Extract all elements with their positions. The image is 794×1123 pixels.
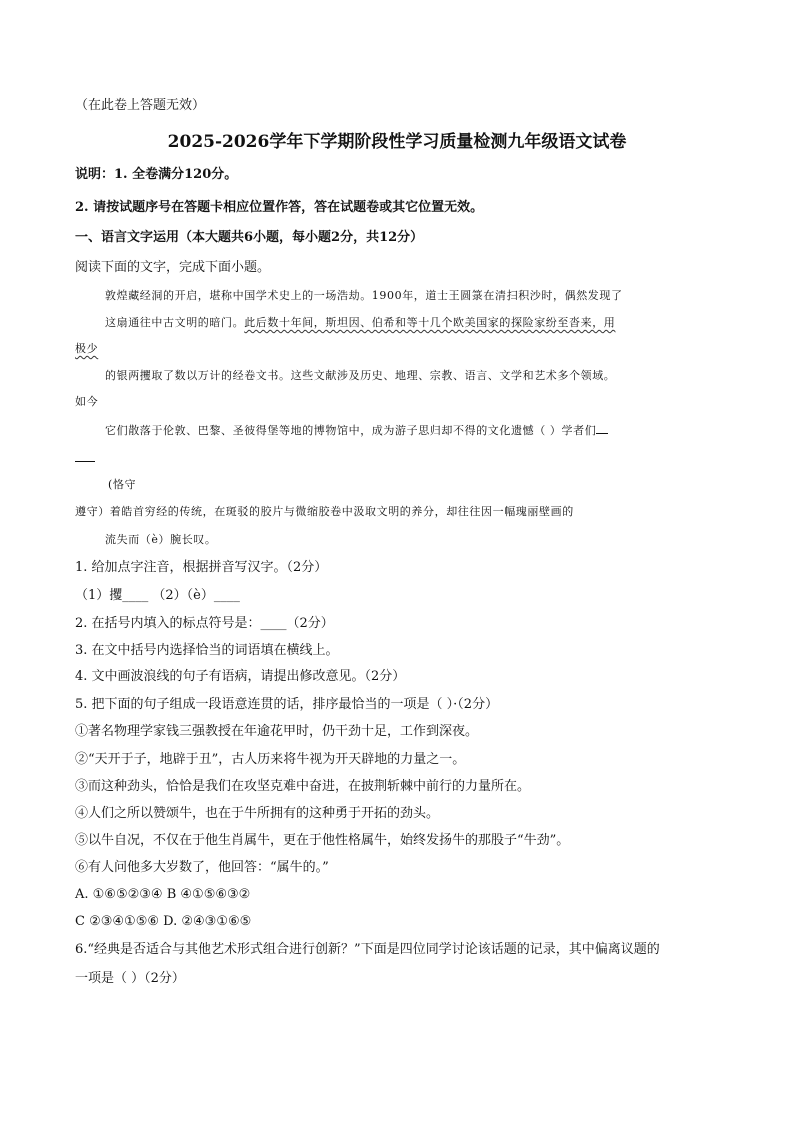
sentence-4: ④人们之所以赞颂牛，也在于牛所拥有的这种勇于开拓的劲头。 <box>75 806 440 821</box>
sentence-3: ③而这种劲头，恰恰是我们在攻坚克难中奋进，在披荆斩棘中前行的力量所在。 <box>75 779 531 794</box>
question-6: 6.“经典是否适合与其他艺术形式组合进行创新？”下面是四位同学讨论该话题的记录，其中偏离议题的 <box>75 942 660 957</box>
question-1: 1. 给加点字注音，根据拼音写汉字。（2分） <box>75 560 328 575</box>
passage-segment: 这扇通往中古文明的暗门。 <box>105 316 245 329</box>
passage-segment: 它们散落于伦敦、巴黎、圣彼得堡等地的博物馆中，成为游子思归却不得的文化遗憾（ ）学者们 <box>105 424 597 437</box>
passage-line: 的银两攫取了数以万计的经卷文书。这些文献涉及历史、地理、宗教、语言、文学和艺术多个领域。 <box>105 369 616 382</box>
question-1-subitems: （1）攫____ （2）（è）____ <box>75 588 240 603</box>
sentence-6: ⑥有人问他多大岁数了，他回答：“属牛的。” <box>75 860 329 875</box>
answer-blank <box>75 461 95 462</box>
question-4: 4. 文中画波浪线的句子有语病，请提出修改意见。（2分） <box>75 669 406 684</box>
options-a-b: A. ①⑥⑤②③④ B ④①⑤⑥③② <box>75 887 251 902</box>
answer-invalid-note: （在此卷上答题无效） <box>75 98 206 113</box>
passage-line: 敦煌藏经洞的开启，堪称中国学术史上的一场浩劫。1900年，道士王圆箓在清扫积沙时，偶然发现了 <box>105 289 623 302</box>
sentence-5: ⑤以牛自况，不仅在于他生肖属牛，更在于他性格属牛，始终发扬牛的那股子“牛劲”。 <box>75 833 570 848</box>
passage-line <box>105 421 608 440</box>
question-2: 2. 在括号内填入的标点符号是：____（2分） <box>75 616 334 631</box>
question-6-continued: 一项是（ ）（2分） <box>75 971 185 986</box>
options-c-d: C ②③④①⑤⑥ D. ②④③①⑥⑤ <box>75 914 252 929</box>
answer-blank <box>596 421 608 434</box>
instruction-line-2: 2. 请按试题序号在答题卡相应位置作答，答在试题卷或其它位置无效。 <box>75 200 484 215</box>
passage-line: 流失而（è）腕长叹。 <box>105 533 217 546</box>
section-heading: 一、语言文字运用（本大题共6小题，每小题2分，共12分） <box>75 230 424 245</box>
instruction-line-1: 说明：1. 全卷满分120分。 <box>75 167 238 182</box>
passage-line: 如今 <box>75 395 99 408</box>
passage-line <box>75 340 98 358</box>
page-title: 2025-2026学年下学期阶段性学习质量检测九年级语文试卷 <box>167 132 627 152</box>
passage-line: 遵守）着皓首穷经的传统，在斑驳的胶片与微缩胶卷中汲取文明的养分，却往往因一幅瑰丽壁画的 <box>75 505 574 518</box>
wavy-underlined-sentence-end: 极少 <box>75 342 99 355</box>
question-3: 3. 在文中括号内选择恰当的词语填在横线上。 <box>75 643 339 658</box>
passage-line <box>105 314 615 332</box>
section-intro: 阅读下面的文字，完成下面小题。 <box>75 260 271 275</box>
sentence-1: ①著名物理学家钱三强教授在年逾花甲时，仍干劲十足，工作到深夜。 <box>75 724 479 739</box>
question-5: 5. 把下面的句子组成一段语意连贯的话，排序最恰当的一项是（ ）·（2分） <box>75 697 499 712</box>
passage-line: (恪守 <box>108 478 137 491</box>
wavy-underlined-sentence: 此后数十年间，斯坦因、伯希和等十几个欧美国家的探险家纷至沓来，用 <box>244 316 616 329</box>
sentence-2: ②“天开于子，地辟于丑”，古人历来将牛视为开天辟地的力量之一。 <box>75 752 466 767</box>
